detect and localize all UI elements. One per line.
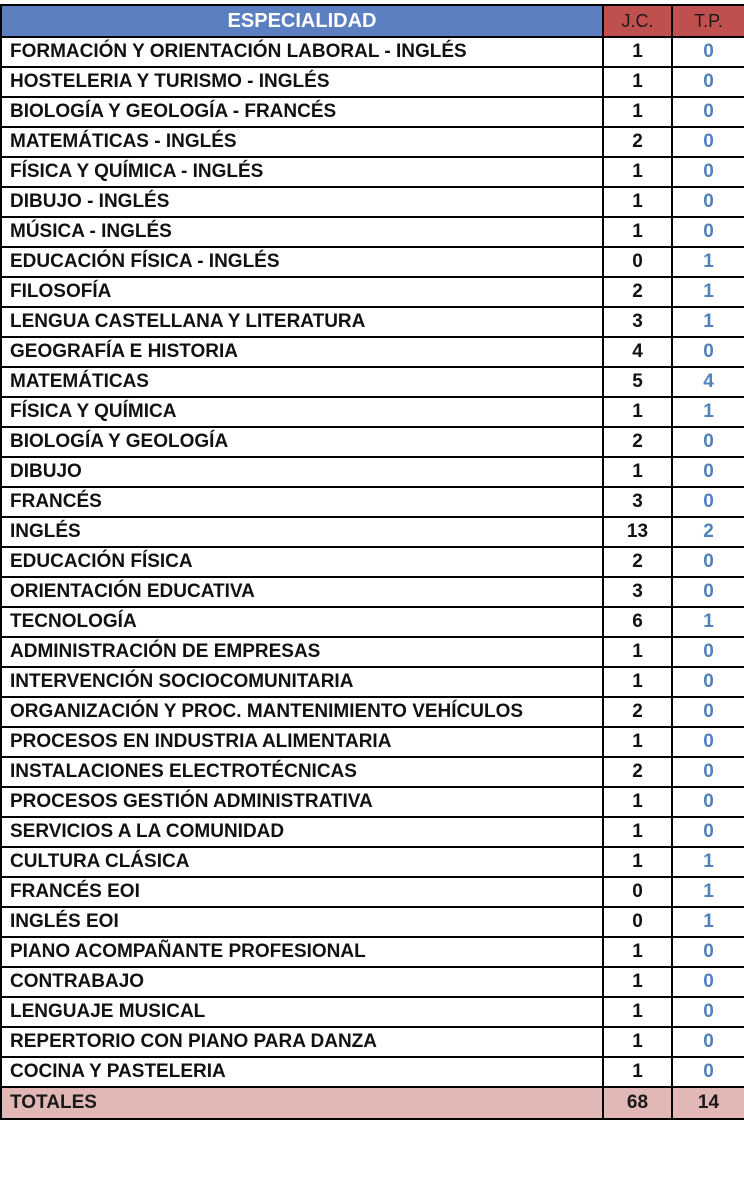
cell-jc[interactable]: 1 <box>603 637 672 667</box>
totals-tp[interactable]: 14 <box>672 1087 744 1119</box>
table-row <box>1 427 744 457</box>
cell-especialidad[interactable]: BIOLOGÍA Y GEOLOGÍA - FRANCÉS <box>1 97 603 127</box>
cell-tp[interactable]: 0 <box>672 757 744 787</box>
cell-tp[interactable]: 1 <box>672 877 744 907</box>
cell-especialidad[interactable]: MATEMÁTICAS - INGLÉS <box>1 127 603 157</box>
cell-tp[interactable]: 0 <box>672 967 744 997</box>
table-row <box>1 397 744 427</box>
cell-especialidad[interactable]: TECNOLOGÍA <box>1 607 603 637</box>
table-row <box>1 217 744 247</box>
cell-especialidad[interactable]: HOSTELERIA Y TURISMO - INGLÉS <box>1 67 603 97</box>
cell-tp[interactable]: 1 <box>672 907 744 937</box>
cell-jc[interactable]: 13 <box>603 517 672 547</box>
table-row <box>1 547 744 577</box>
cell-jc[interactable]: 2 <box>603 697 672 727</box>
cell-tp[interactable]: 0 <box>672 97 744 127</box>
cell-jc[interactable]: 0 <box>603 247 672 277</box>
table-row <box>1 1057 744 1087</box>
cell-especialidad[interactable]: GEOGRAFÍA E HISTORIA <box>1 337 603 367</box>
table-row <box>1 787 744 817</box>
table-row <box>1 277 744 307</box>
table-row <box>1 727 744 757</box>
totals-row <box>1 1087 744 1119</box>
cell-jc[interactable]: 1 <box>603 397 672 427</box>
cell-especialidad[interactable]: EDUCACIÓN FÍSICA - INGLÉS <box>1 247 603 277</box>
cell-especialidad[interactable]: ORGANIZACIÓN Y PROC. MANTENIMIENTO VEHÍCULOS <box>1 697 603 727</box>
header-especialidad[interactable]: ESPECIALIDAD <box>1 5 603 37</box>
cell-especialidad[interactable]: PROCESOS GESTIÓN ADMINISTRATIVA <box>1 787 603 817</box>
cell-especialidad[interactable]: INTERVENCIÓN SOCIOCOMUNITARIA <box>1 667 603 697</box>
cell-especialidad[interactable]: FORMACIÓN Y ORIENTACIÓN LABORAL - INGLÉS <box>1 37 603 67</box>
table-row <box>1 307 744 337</box>
cell-tp[interactable]: 0 <box>672 547 744 577</box>
cell-jc[interactable]: 1 <box>603 937 672 967</box>
cell-jc[interactable]: 0 <box>603 907 672 937</box>
table-row <box>1 877 744 907</box>
table-body <box>1 37 744 1087</box>
header-row <box>1 5 744 37</box>
cell-jc[interactable]: 1 <box>603 217 672 247</box>
cell-especialidad[interactable]: CONTRABAJO <box>1 967 603 997</box>
cell-tp[interactable]: 1 <box>672 277 744 307</box>
table-row <box>1 157 744 187</box>
cell-jc[interactable]: 1 <box>603 187 672 217</box>
cell-jc[interactable]: 1 <box>603 67 672 97</box>
cell-especialidad[interactable]: MATEMÁTICAS <box>1 367 603 397</box>
cell-especialidad[interactable]: FILOSOFÍA <box>1 277 603 307</box>
cell-jc[interactable]: 4 <box>603 337 672 367</box>
cell-jc[interactable]: 1 <box>603 157 672 187</box>
cell-jc[interactable]: 3 <box>603 577 672 607</box>
header-jc[interactable]: J.C. <box>603 5 672 37</box>
cell-especialidad[interactable]: ORIENTACIÓN EDUCATIVA <box>1 577 603 607</box>
cell-jc[interactable]: 2 <box>603 427 672 457</box>
cell-especialidad[interactable]: CULTURA CLÁSICA <box>1 847 603 877</box>
cell-tp[interactable]: 0 <box>672 157 744 187</box>
cell-tp[interactable]: 0 <box>672 37 744 67</box>
cell-especialidad[interactable]: INGLÉS <box>1 517 603 547</box>
cell-especialidad[interactable]: FRANCÉS EOI <box>1 877 603 907</box>
table-row <box>1 667 744 697</box>
cell-especialidad[interactable]: DIBUJO - INGLÉS <box>1 187 603 217</box>
cell-tp[interactable]: 4 <box>672 367 744 397</box>
cell-tp[interactable]: 0 <box>672 187 744 217</box>
cell-especialidad[interactable]: MÚSICA - INGLÉS <box>1 217 603 247</box>
cell-jc[interactable]: 2 <box>603 757 672 787</box>
table-row <box>1 847 744 877</box>
cell-tp[interactable]: 0 <box>672 667 744 697</box>
table-row <box>1 487 744 517</box>
cell-tp[interactable]: 0 <box>672 67 744 97</box>
cell-jc[interactable]: 1 <box>603 727 672 757</box>
cell-jc[interactable]: 2 <box>603 127 672 157</box>
cell-especialidad[interactable]: LENGUAJE MUSICAL <box>1 997 603 1027</box>
table-row <box>1 337 744 367</box>
cell-jc[interactable]: 6 <box>603 607 672 637</box>
table-row <box>1 127 744 157</box>
cell-especialidad[interactable]: REPERTORIO CON PIANO PARA DANZA <box>1 1027 603 1057</box>
table-row <box>1 907 744 937</box>
cell-tp[interactable]: 2 <box>672 517 744 547</box>
cell-especialidad[interactable]: PROCESOS EN INDUSTRIA ALIMENTARIA <box>1 727 603 757</box>
table-row <box>1 697 744 727</box>
cell-especialidad[interactable]: SERVICIOS A LA COMUNIDAD <box>1 817 603 847</box>
cell-tp[interactable]: 1 <box>672 307 744 337</box>
table-row <box>1 757 744 787</box>
table-row <box>1 577 744 607</box>
cell-jc[interactable]: 1 <box>603 1027 672 1057</box>
cell-jc[interactable]: 1 <box>603 457 672 487</box>
cell-especialidad[interactable]: ADMINISTRACIÓN DE EMPRESAS <box>1 637 603 667</box>
table-row <box>1 817 744 847</box>
table-row <box>1 997 744 1027</box>
table-row <box>1 607 744 637</box>
table-row <box>1 1027 744 1057</box>
cell-jc[interactable]: 2 <box>603 277 672 307</box>
cell-tp[interactable]: 1 <box>672 247 744 277</box>
cell-jc[interactable]: 1 <box>603 967 672 997</box>
cell-tp[interactable]: 0 <box>672 217 744 247</box>
cell-especialidad[interactable]: INSTALACIONES ELECTROTÉCNICAS <box>1 757 603 787</box>
cell-tp[interactable]: 0 <box>672 1027 744 1057</box>
especialidades-table <box>0 4 744 1120</box>
table-row <box>1 37 744 67</box>
cell-especialidad[interactable]: BIOLOGÍA Y GEOLOGÍA <box>1 427 603 457</box>
cell-jc[interactable]: 1 <box>603 97 672 127</box>
table-row <box>1 247 744 277</box>
table-row <box>1 937 744 967</box>
cell-jc[interactable]: 1 <box>603 847 672 877</box>
cell-tp[interactable]: 0 <box>672 577 744 607</box>
cell-tp[interactable]: 0 <box>672 637 744 667</box>
cell-tp[interactable]: 0 <box>672 937 744 967</box>
cell-jc[interactable]: 0 <box>603 877 672 907</box>
cell-especialidad[interactable]: COCINA Y PASTELERIA <box>1 1057 603 1087</box>
cell-tp[interactable]: 0 <box>672 457 744 487</box>
cell-tp[interactable]: 0 <box>672 997 744 1027</box>
cell-jc[interactable]: 2 <box>603 547 672 577</box>
cell-jc[interactable]: 5 <box>603 367 672 397</box>
table-row <box>1 187 744 217</box>
table-row <box>1 367 744 397</box>
cell-tp[interactable]: 0 <box>672 127 744 157</box>
cell-jc[interactable]: 3 <box>603 487 672 517</box>
totals-label[interactable]: TOTALES <box>1 1087 603 1119</box>
cell-tp[interactable]: 0 <box>672 817 744 847</box>
cell-tp[interactable]: 0 <box>672 337 744 367</box>
cell-especialidad[interactable]: PIANO ACOMPAÑANTE PROFESIONAL <box>1 937 603 967</box>
cell-jc[interactable]: 1 <box>603 997 672 1027</box>
cell-jc[interactable]: 1 <box>603 787 672 817</box>
cell-tp[interactable]: 0 <box>672 487 744 517</box>
cell-tp[interactable]: 1 <box>672 607 744 637</box>
table-row <box>1 67 744 97</box>
cell-tp[interactable]: 0 <box>672 697 744 727</box>
cell-especialidad[interactable]: FRANCÉS <box>1 487 603 517</box>
cell-jc[interactable]: 3 <box>603 307 672 337</box>
header-tp[interactable]: T.P. <box>672 5 744 37</box>
table-row <box>1 457 744 487</box>
cell-tp[interactable]: 0 <box>672 1057 744 1087</box>
cell-especialidad[interactable]: DIBUJO <box>1 457 603 487</box>
cell-jc[interactable]: 1 <box>603 1057 672 1087</box>
cell-especialidad[interactable]: LENGUA CASTELLANA Y LITERATURA <box>1 307 603 337</box>
cell-tp[interactable]: 1 <box>672 397 744 427</box>
table-row <box>1 517 744 547</box>
table-row <box>1 97 744 127</box>
cell-tp[interactable]: 1 <box>672 847 744 877</box>
cell-especialidad[interactable]: FÍSICA Y QUÍMICA <box>1 397 603 427</box>
cell-jc[interactable]: 1 <box>603 37 672 67</box>
cell-tp[interactable]: 0 <box>672 727 744 757</box>
cell-jc[interactable]: 1 <box>603 667 672 697</box>
cell-especialidad[interactable]: FÍSICA Y QUÍMICA - INGLÉS <box>1 157 603 187</box>
cell-especialidad[interactable]: INGLÉS EOI <box>1 907 603 937</box>
cell-jc[interactable]: 1 <box>603 817 672 847</box>
table-row <box>1 637 744 667</box>
table-row <box>1 967 744 997</box>
cell-especialidad[interactable]: EDUCACIÓN FÍSICA <box>1 547 603 577</box>
totals-jc[interactable]: 68 <box>603 1087 672 1119</box>
cell-tp[interactable]: 0 <box>672 427 744 457</box>
cell-tp[interactable]: 0 <box>672 787 744 817</box>
